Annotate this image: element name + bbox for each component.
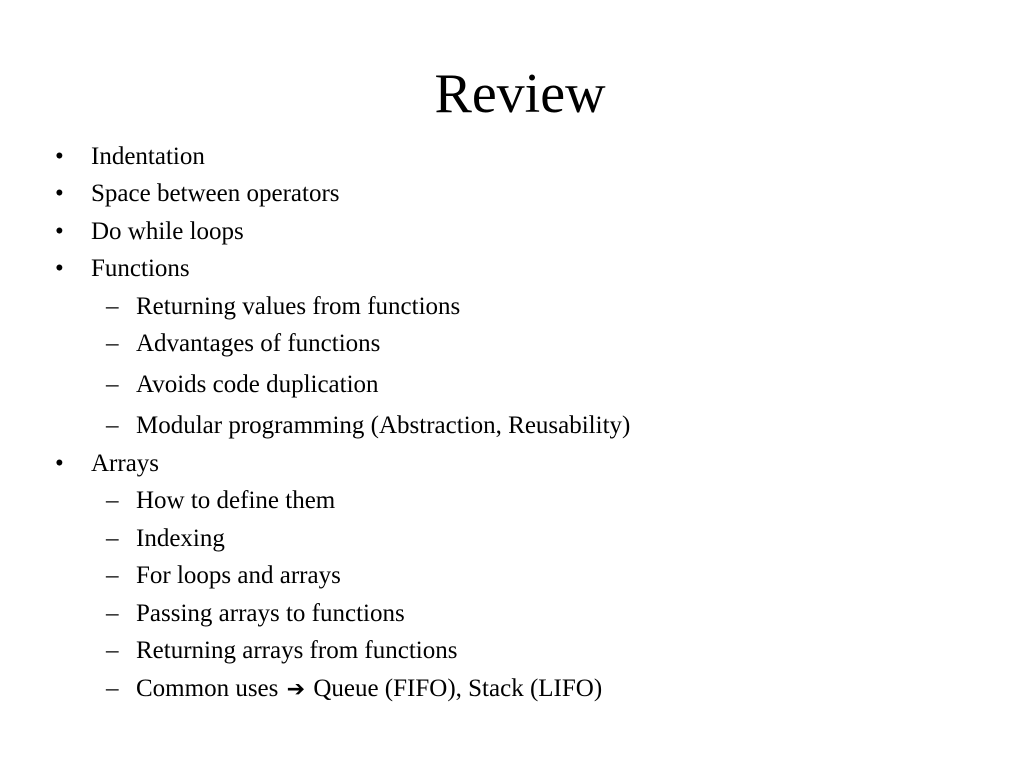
- dash-marker: –: [106, 637, 119, 664]
- bullet-item-indentation: [55, 142, 205, 172]
- sub-item-text: Modular programming (Abstraction, Reusability): [136, 412, 631, 439]
- sub-item-text: For loops and arrays: [136, 562, 341, 589]
- sub-item-text-after-arrow: Queue (FIFO), Stack (LIFO): [313, 675, 603, 702]
- bullet-marker: •: [55, 255, 64, 282]
- dash-marker: –: [106, 525, 119, 552]
- arrow-right-icon: ➔: [286, 677, 306, 702]
- sub-item-for-loops: [106, 561, 341, 591]
- bullet-marker: •: [55, 450, 64, 477]
- dash-marker: –: [106, 412, 119, 439]
- dash-marker: –: [106, 562, 119, 589]
- bullet-text: Space between operators: [91, 180, 340, 207]
- sub-item-text: Avoids code duplication: [136, 371, 379, 398]
- bullet-marker: •: [55, 218, 64, 245]
- bullet-item-space-between-operators: [55, 179, 340, 209]
- dash-marker: –: [106, 371, 119, 398]
- sub-item-modular-programming: [106, 411, 631, 441]
- sub-item-text: Passing arrays to functions: [136, 600, 405, 627]
- bullet-item-arrays: [55, 449, 160, 479]
- sub-item-text: Common uses: [136, 675, 279, 702]
- sub-item-text: Returning arrays from functions: [136, 637, 458, 664]
- bullet-item-functions: [55, 254, 190, 284]
- dash-marker: –: [106, 675, 119, 702]
- sub-item-common-uses: [106, 674, 603, 705]
- sub-item-returning-arrays: [106, 636, 458, 666]
- bullet-item-do-while-loops: [55, 217, 244, 247]
- bullet-text: Functions: [91, 255, 190, 282]
- sub-item-text: Indexing: [136, 525, 225, 552]
- slide-title: Review: [434, 63, 606, 125]
- sub-item-advantages: [106, 329, 381, 359]
- dash-marker: –: [106, 487, 119, 514]
- sub-item-text: Returning values from functions: [136, 293, 461, 320]
- dash-marker: –: [106, 330, 119, 357]
- bullet-marker: •: [55, 180, 64, 207]
- bullet-marker: •: [55, 143, 64, 170]
- sub-item-text: Advantages of functions: [136, 330, 381, 357]
- sub-item-how-to-define: [106, 486, 336, 516]
- dash-marker: –: [106, 293, 119, 320]
- sub-item-text: How to define them: [136, 487, 336, 514]
- bullet-text: Indentation: [91, 143, 205, 170]
- sub-item-returning-values: [106, 292, 461, 322]
- bullet-text: Do while loops: [91, 218, 244, 245]
- bullet-text: Arrays: [91, 450, 160, 477]
- sub-item-avoids-duplication: [106, 370, 379, 400]
- sub-item-indexing: [106, 524, 225, 554]
- dash-marker: –: [106, 600, 119, 627]
- sub-item-passing-arrays: [106, 599, 405, 629]
